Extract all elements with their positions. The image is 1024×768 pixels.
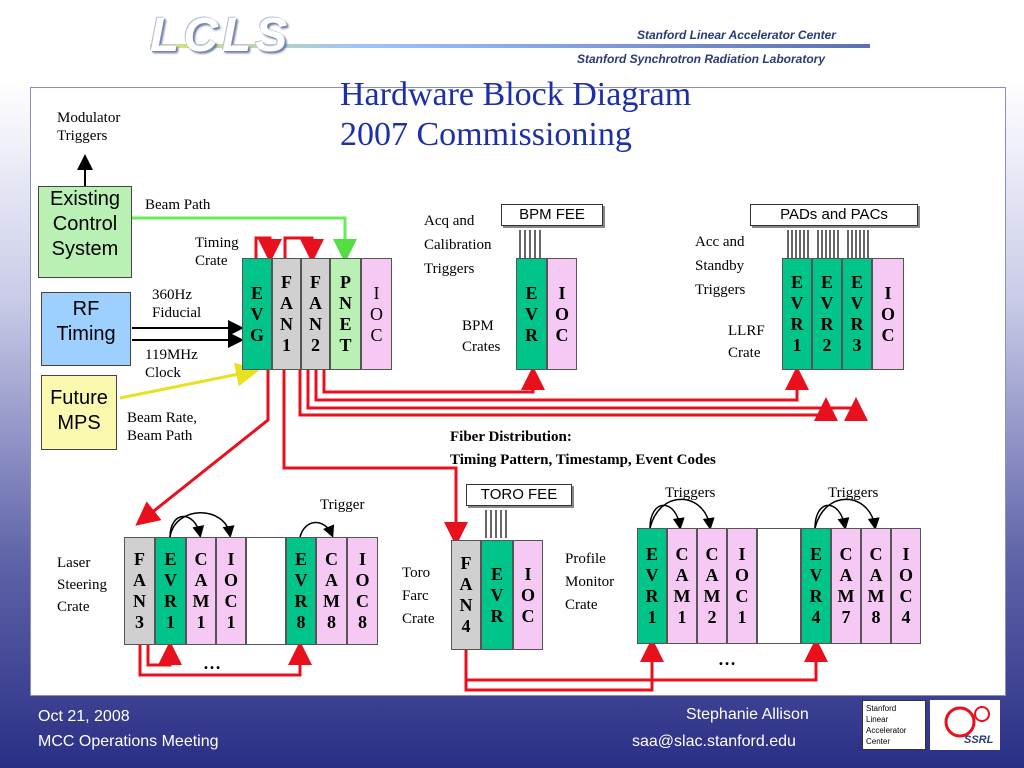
- footer-meeting: MCC Operations Meeting: [38, 733, 219, 750]
- laser-ioc8-module: I O C 8: [347, 537, 378, 645]
- beam-rate-label: Beam Rate, Beam Path: [127, 410, 197, 444]
- existing-control-system-box: Existing Control System: [38, 186, 132, 278]
- clock-label: 119MHz Clock: [145, 347, 198, 381]
- toro-evr-module: E V R: [481, 540, 513, 650]
- fan1-module: F A N 1: [272, 258, 301, 370]
- bpm-fee-tag: BPM FEE: [501, 204, 603, 226]
- laser-cam1-module: C A M 1: [186, 537, 216, 645]
- slac-logo: Stanford Linear Accelerator Center: [862, 700, 926, 750]
- slac-name: Stanford Linear Accelerator Center: [637, 28, 836, 42]
- fan4-module: F A N 4: [451, 540, 481, 650]
- future-mps-box: Future MPS: [41, 375, 117, 450]
- timing-crate-label: Timing Crate: [195, 235, 239, 269]
- fiducial-label: 360Hz Fiducial: [152, 287, 202, 321]
- laser-evr8-module: E V R 8: [286, 537, 316, 645]
- toro-label: Toro Farc Crate: [402, 565, 435, 627]
- profile-ioc1-module: I O C 1: [727, 528, 757, 644]
- pnet-module: P N E T: [330, 258, 361, 370]
- footer-email: saa@slac.stanford.edu: [632, 733, 796, 750]
- trigger-label: Trigger: [320, 497, 365, 513]
- profile-cam1-module: C A M 1: [667, 528, 697, 644]
- toro-ioc-module: I O C: [513, 540, 543, 650]
- laser-label: Laser Steering Crate: [57, 555, 107, 615]
- bpm-evr-module: E V R: [516, 258, 547, 370]
- modulator-label: Modulator Triggers: [57, 110, 121, 144]
- dots-laser-below: …: [203, 653, 221, 673]
- triggers-label-1: Triggers: [665, 485, 716, 501]
- ssrl-text: SSRL: [964, 734, 994, 746]
- llrf-label: LLRF Crate: [728, 323, 765, 361]
- fan3-module: F A N 3: [124, 537, 155, 645]
- ssrl-name: Stanford Synchrotron Radiation Laboratory: [577, 52, 826, 66]
- ssrl-logo: [930, 700, 1000, 750]
- lcls-logo: LCLS: [150, 9, 292, 62]
- fiber-subtitle: Timing Pattern, Timestamp, Event Codes: [450, 452, 716, 468]
- footer-date: Oct 21, 2008: [38, 708, 130, 725]
- pads-pacs-tag: PADs and PACs: [750, 204, 918, 226]
- title-line1: Hardware Block Diagram: [340, 76, 692, 113]
- llrf-evr2-module: E V R 2: [812, 258, 842, 370]
- timing-ioc-module: I O C: [361, 258, 392, 370]
- bpm-crates-label: BPM Crates: [462, 318, 501, 355]
- llrf-evr3-module: E V R 3: [842, 258, 872, 370]
- toro-fee-tag: TORO FEE: [466, 484, 572, 506]
- profile-evr1-module: E V R 1: [637, 528, 667, 644]
- bpm-fee-arrows: [520, 230, 540, 258]
- laser-cam8-module: C A M 8: [316, 537, 347, 645]
- title-line2: 2007 Commissioning: [340, 116, 632, 153]
- acc-label: Acc and Standby Triggers: [695, 234, 746, 298]
- fan2-module: F A N 2: [301, 258, 330, 370]
- profile-evr4-module: E V R 4: [801, 528, 831, 644]
- rf-timing-box: RF Timing: [41, 292, 131, 366]
- dots-profile-below: …: [718, 649, 736, 669]
- bpm-ioc-module: I O C: [547, 258, 577, 370]
- profile-cam8-module: C A M 8: [861, 528, 891, 644]
- laser-empty-slot: [246, 537, 286, 645]
- profile-label: Profile Monitor Crate: [565, 551, 615, 613]
- profile-empty-slot: [757, 528, 801, 644]
- profile-cam7-module: C A M 7: [831, 528, 861, 644]
- acq-label: Acq and Calibration Triggers: [424, 213, 492, 277]
- fiber-title: Fiber Distribution:: [450, 429, 572, 445]
- pads-arrows: [788, 230, 868, 258]
- footer-author: Stephanie Allison: [686, 706, 809, 723]
- beam-path-label: Beam Path: [145, 197, 211, 213]
- llrf-evr1-module: E V R 1: [782, 258, 812, 370]
- toro-fee-arrows: [486, 510, 506, 538]
- laser-evr1-module: E V R 1: [155, 537, 186, 645]
- laser-ioc1-module: I O C 1: [216, 537, 246, 645]
- profile-ioc4-module: I O C 4: [891, 528, 921, 644]
- llrf-ioc-module: I O C: [872, 258, 904, 370]
- triggers-label-2: Triggers: [828, 485, 879, 501]
- evg-module: E V G: [242, 258, 272, 370]
- profile-cam2-module: C A M 2: [697, 528, 727, 644]
